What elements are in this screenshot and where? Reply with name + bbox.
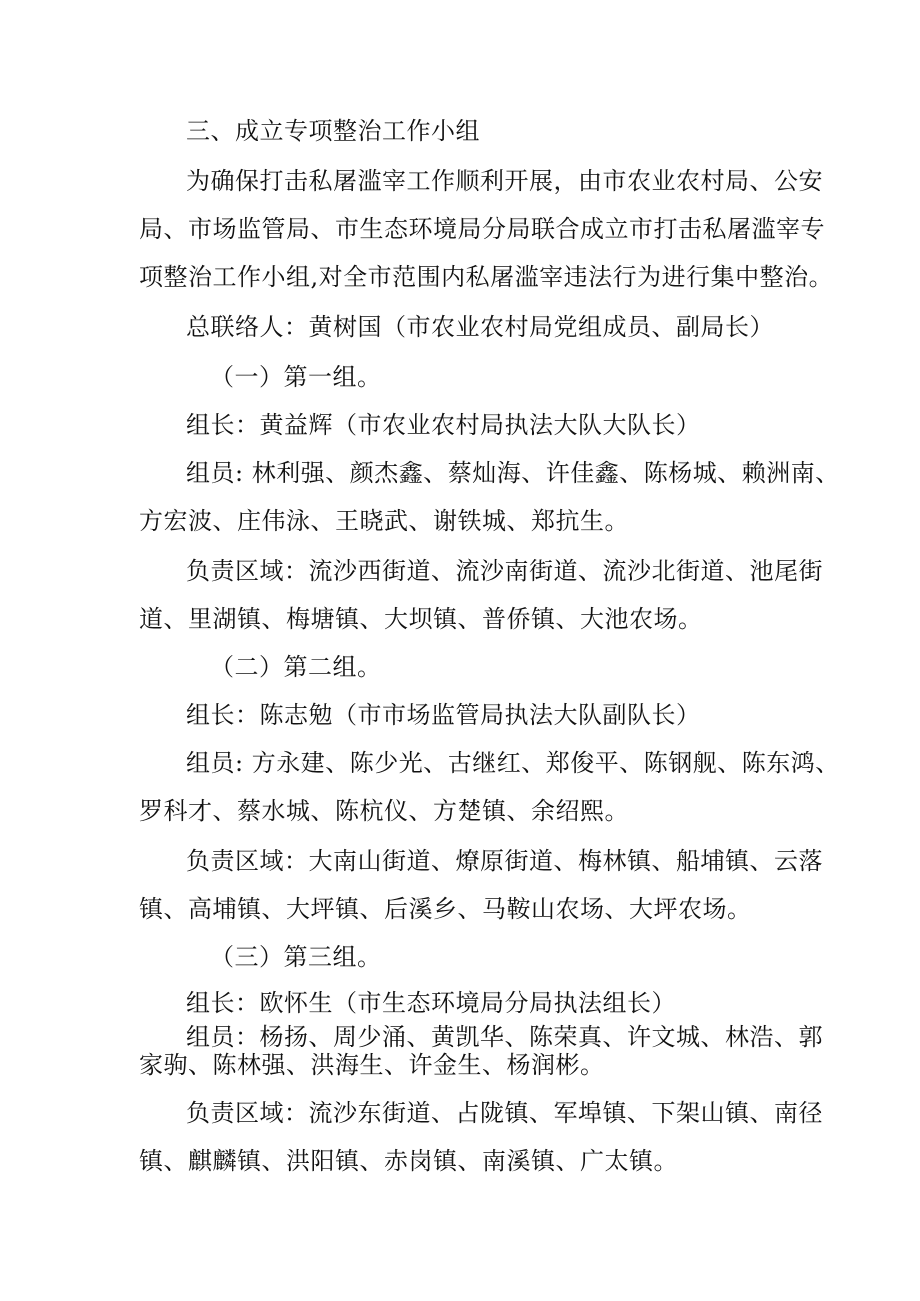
intro-paragraph-line: 为确保打击私屠滥宰工作顺利开展，由市农业农村局、公安 [186,167,823,195]
intro-paragraph-line: 局、市场监管局、市生态环境局分局联合成立市打击私屠滥宰专 [139,215,825,243]
group-leader: 组长：欧怀生（市生态环境局分局执法组长） [186,989,676,1017]
group-members-line: 组员：杨扬、周少涌、黄凯华、陈荣真、许文城、林浩、郭 [186,1023,823,1051]
group-area-line: 镇、高埔镇、大坪镇、后溪乡、马鞍山农场、大坪农场。 [139,895,752,923]
group-area-line: 负责区域：流沙东街道、占陇镇、军埠镇、下架山镇、南径 [186,1099,823,1127]
group-members-line: 罗科才、蔡水城、陈杭仪、方楚镇、余绍熙。 [139,797,629,825]
group-members-line: 方宏波、庄伟泳、王晓武、谢铁城、郑抗生。 [139,507,629,535]
group-members-line: 家驹、陈林强、洪海生、许金生、杨润彬。 [139,1051,605,1079]
group-leader: 组长：陈志勉（市市场监管局执法大队副队长） [186,701,701,729]
group-area-line: 道、里湖镇、梅塘镇、大坝镇、普侨镇、大池农场。 [139,605,703,633]
group-members-line: 组员: 林利强、颜杰鑫、蔡灿海、许佳鑫、陈杨城、赖洲南、 [186,459,840,487]
intro-paragraph-line: 项整治工作小组,对全市范围内私屠滥宰违法行为进行集中整治。 [139,263,834,291]
general-contact: 总联络人：黄树国（市农业农村局党组成员、副局长） [186,313,774,341]
group-title: （一）第一组。 [210,363,382,391]
group-area-line: 负责区域：流沙西街道、流沙南街道、流沙北街道、池尾街 [186,557,823,585]
group-title: （二）第二组。 [210,653,382,681]
group-title: （三）第三组。 [210,943,382,971]
section-heading: 三、成立专项整治工作小组 [186,117,480,145]
group-area-line: 负责区域：大南山街道、燎原街道、梅林镇、船埔镇、云落 [186,847,823,875]
group-area-line: 镇、麒麟镇、洪阳镇、赤岗镇、南溪镇、广太镇。 [139,1147,678,1175]
group-leader: 组长：黄益辉（市农业农村局执法大队大队长） [186,411,701,439]
group-members-line: 组员: 方永建、陈少光、古继红、郑俊平、陈钢舰、陈东鸿、 [186,749,840,777]
